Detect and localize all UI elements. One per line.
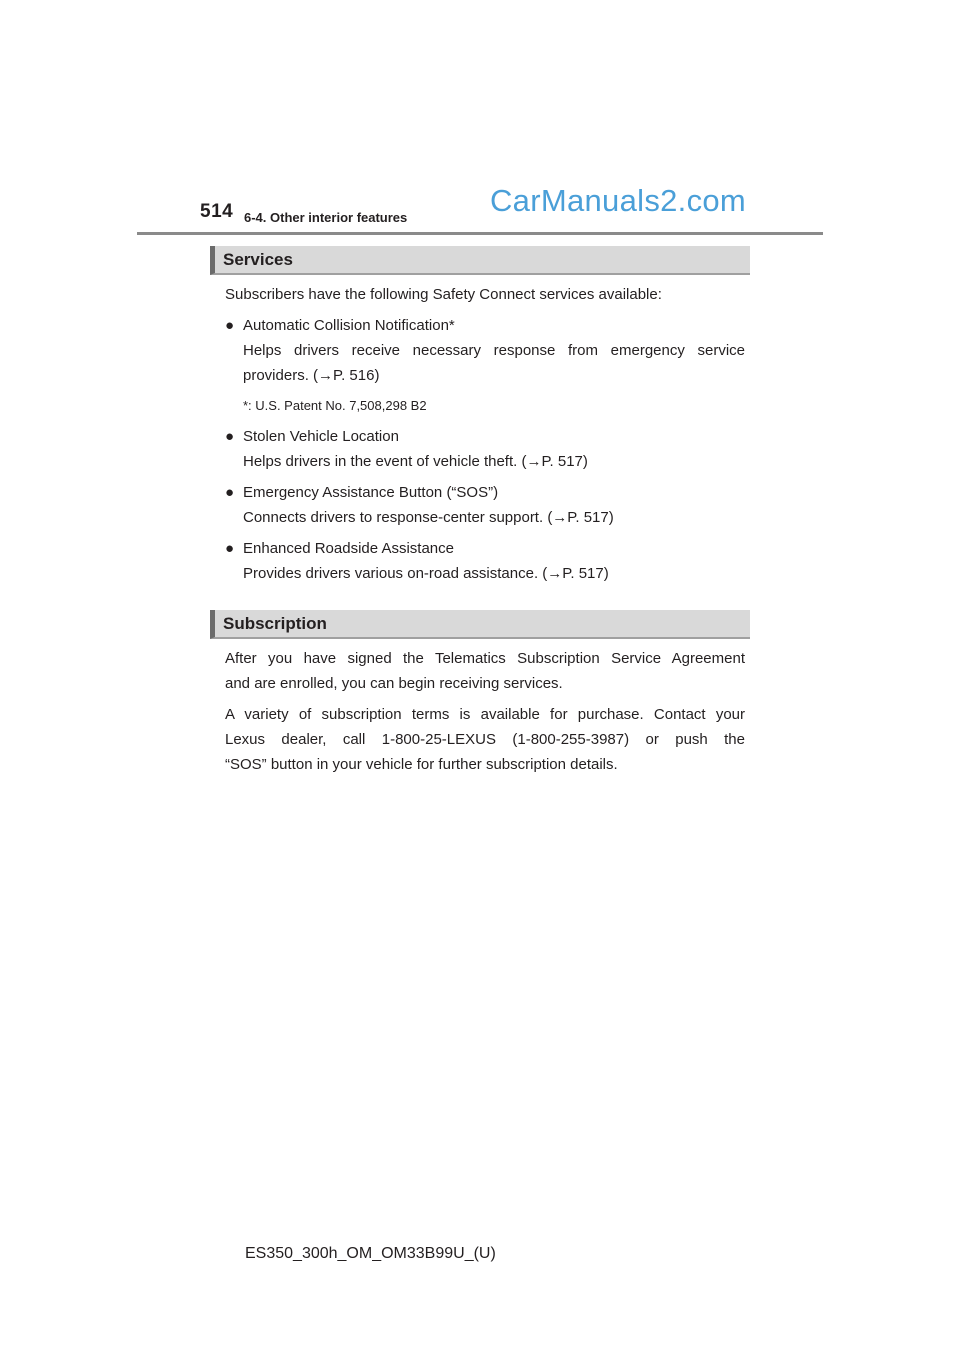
service-item-title: Automatic Collision Notification* (243, 317, 455, 334)
section-reference: 6-4. Other interior features (244, 210, 408, 225)
footnote: *: U.S. Patent No. 7,508,298 B2 (243, 398, 427, 413)
service-item-desc: Provides drivers various on-road assistance. (→P. 517) (243, 565, 609, 582)
section-header-services (210, 246, 750, 275)
service-item-title: Enhanced Roadside Assistance (243, 540, 454, 557)
service-item-desc: Helps drivers receive necessary response from emergency service (243, 342, 745, 359)
subscription-paragraph: After you have signed the Telematics Subscription Service Agreement (225, 650, 745, 667)
section-header-subscription (210, 610, 750, 639)
subscription-paragraph: “SOS” button in your vehicle for further subscription details. (225, 756, 618, 773)
footer-doc-code: ES350_300h_OM_OM33B99U_(U) (245, 1245, 496, 1262)
service-item-desc: Helps drivers in the event of vehicle theft. (→P. 517) (243, 453, 588, 470)
subscription-paragraph: Lexus dealer, call 1-800-25-LEXUS (1-800-255-3987) or push the (225, 731, 745, 748)
bullet-icon: ● (225, 540, 235, 557)
bullet-icon: ● (225, 484, 235, 501)
services-intro: Subscribers have the following Safety Connect services available: (225, 286, 662, 303)
service-item-desc: Connects drivers to response-center support. (→P. 517) (243, 509, 614, 526)
bullet-icon: ● (225, 428, 235, 445)
header-rule (137, 232, 823, 235)
service-item-title: Emergency Assistance Button (“SOS”) (243, 484, 499, 501)
bullet-icon: ● (225, 317, 235, 334)
service-item-title: Stolen Vehicle Location (243, 428, 399, 445)
page-number: 514 (200, 201, 234, 222)
watermark-logo: CarManuals2.com (490, 183, 747, 218)
subscription-paragraph: A variety of subscription terms is available for purchase. Contact your (225, 706, 745, 723)
service-item-desc: providers. (→P. 516) (243, 367, 380, 384)
section-title: Subscription (223, 614, 327, 633)
section-title: Services (223, 250, 293, 269)
subscription-paragraph: and are enrolled, you can begin receiving services. (225, 675, 563, 692)
